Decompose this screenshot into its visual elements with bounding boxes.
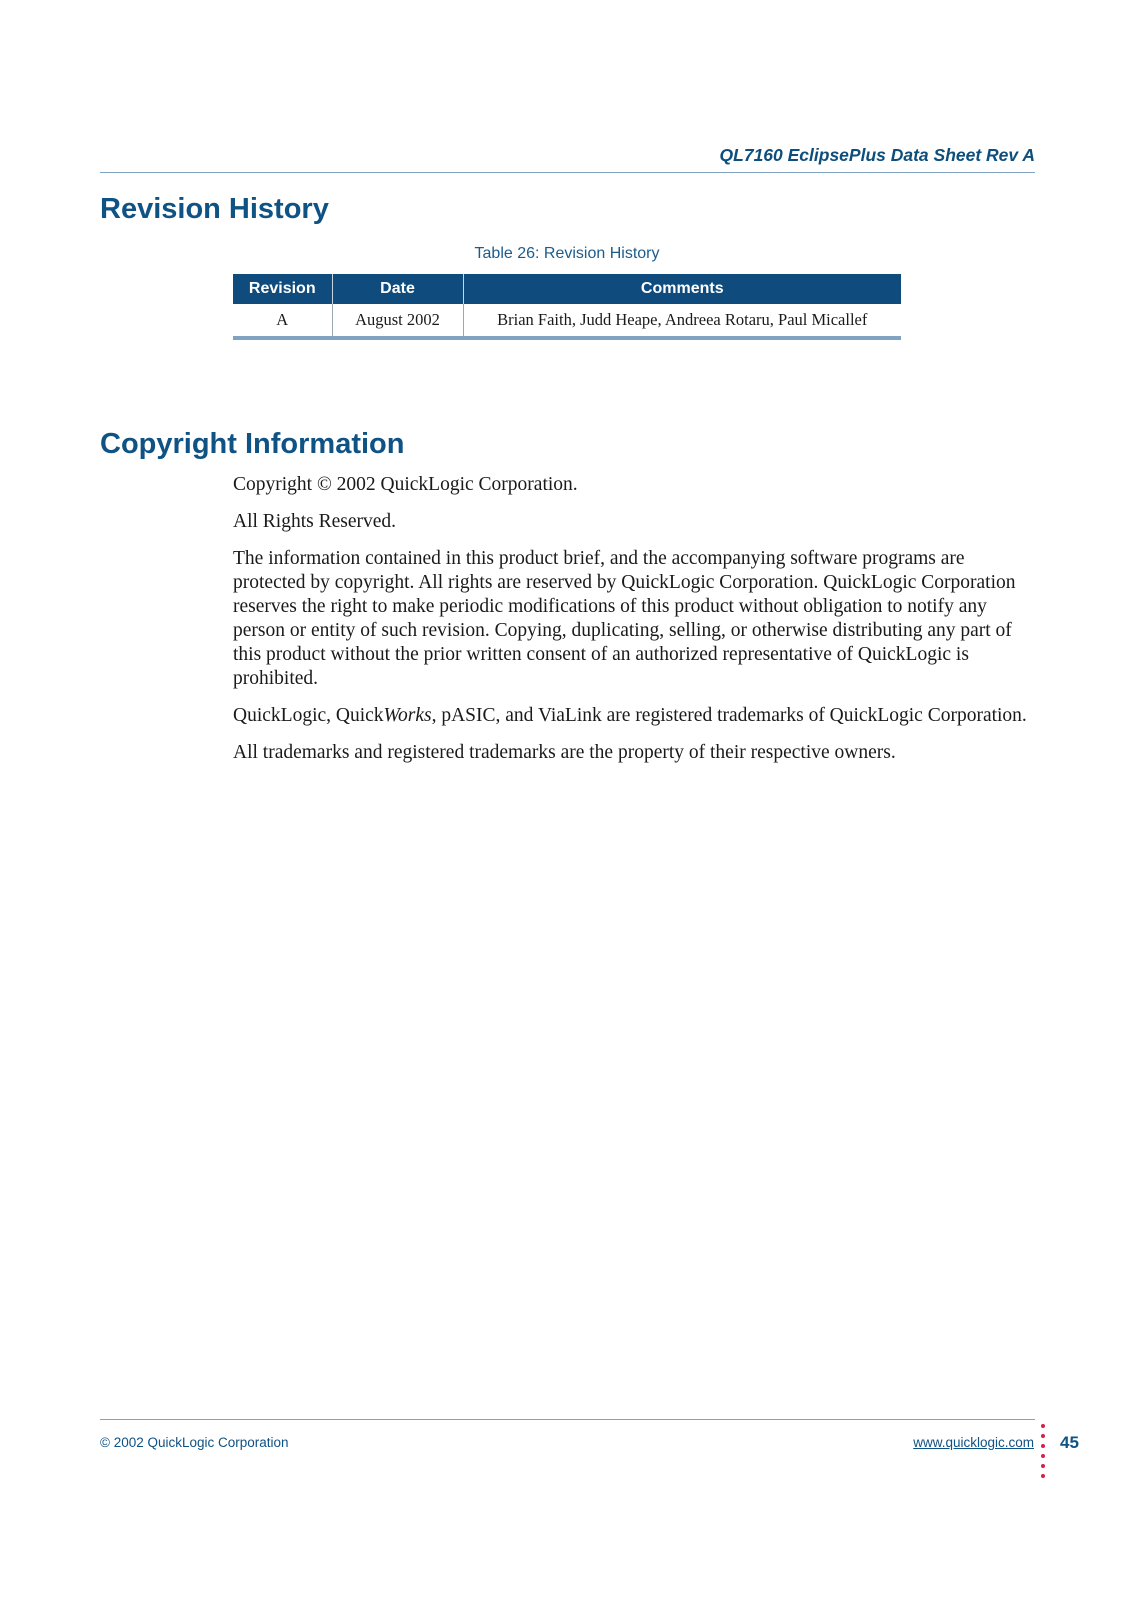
- revision-history-heading: Revision History: [100, 193, 329, 225]
- footer-copyright: © 2002 QuickLogic Corporation: [100, 1435, 289, 1450]
- footer-dot: [1041, 1464, 1045, 1468]
- table-caption: Table 26: Revision History: [474, 245, 660, 262]
- footer-dot: [1041, 1454, 1045, 1458]
- column-header-date: Date: [332, 274, 463, 304]
- table-row: [233, 304, 901, 338]
- running-header-title: QL7160 EclipsePlus Data Sheet Rev A: [719, 145, 1035, 165]
- footer-dot: [1041, 1424, 1045, 1428]
- trademark-text-start: QuickLogic, Quick: [233, 705, 384, 726]
- copyright-paragraph: The information contained in this product brief, and the accompanying software programs are protected by copyright. All rights are reserved by QuickLogic Corporation. QuickLogic Corporation reserves the right to make periodic modifications of this product without obligation to notify any person or entity of such revision. Copying, duplicating, selling, or otherwise distributing any part of this product without the prior written consent of an authorized representative of QuickLogic is prohibited.: [233, 548, 1016, 689]
- footer-dot: [1041, 1434, 1045, 1438]
- page-number: 45: [1060, 1433, 1079, 1452]
- copyright-information-heading: Copyright Information: [100, 428, 405, 460]
- footer-dotted-divider: [1041, 1424, 1045, 1484]
- revision-history-table: [233, 274, 901, 340]
- trademark-text-end: , pASIC, and ViaLink are registered trademarks of QuickLogic Corporation.: [431, 705, 1027, 726]
- trademark-paragraph: [233, 704, 1038, 728]
- copyright-body: [233, 473, 1038, 778]
- table-header-row: [233, 274, 901, 304]
- rights-reserved-line: All Rights Reserved.: [233, 511, 397, 532]
- footer-dot: [1041, 1444, 1045, 1448]
- column-header-comments: Comments: [463, 274, 901, 304]
- trademark-italic-works: Works: [383, 705, 432, 726]
- copyright-line: Copyright © 2002 QuickLogic Corporation.: [233, 474, 578, 495]
- cell-revision: A: [276, 310, 289, 329]
- cell-date: August 2002: [332, 304, 463, 338]
- footer-website-link[interactable]: www.quicklogic.com: [913, 1435, 1034, 1450]
- header-rule: [100, 172, 1035, 173]
- footer-dot: [1041, 1474, 1045, 1478]
- cell-comments: Brian Faith, Judd Heape, Andreea Rotaru, Paul Micallef: [463, 304, 901, 338]
- footer-rule: [100, 1419, 1035, 1420]
- column-header-revision: Revision: [233, 274, 332, 304]
- trademark-owners-line: All trademarks and registered trademarks are the property of their respective owners.: [233, 742, 896, 763]
